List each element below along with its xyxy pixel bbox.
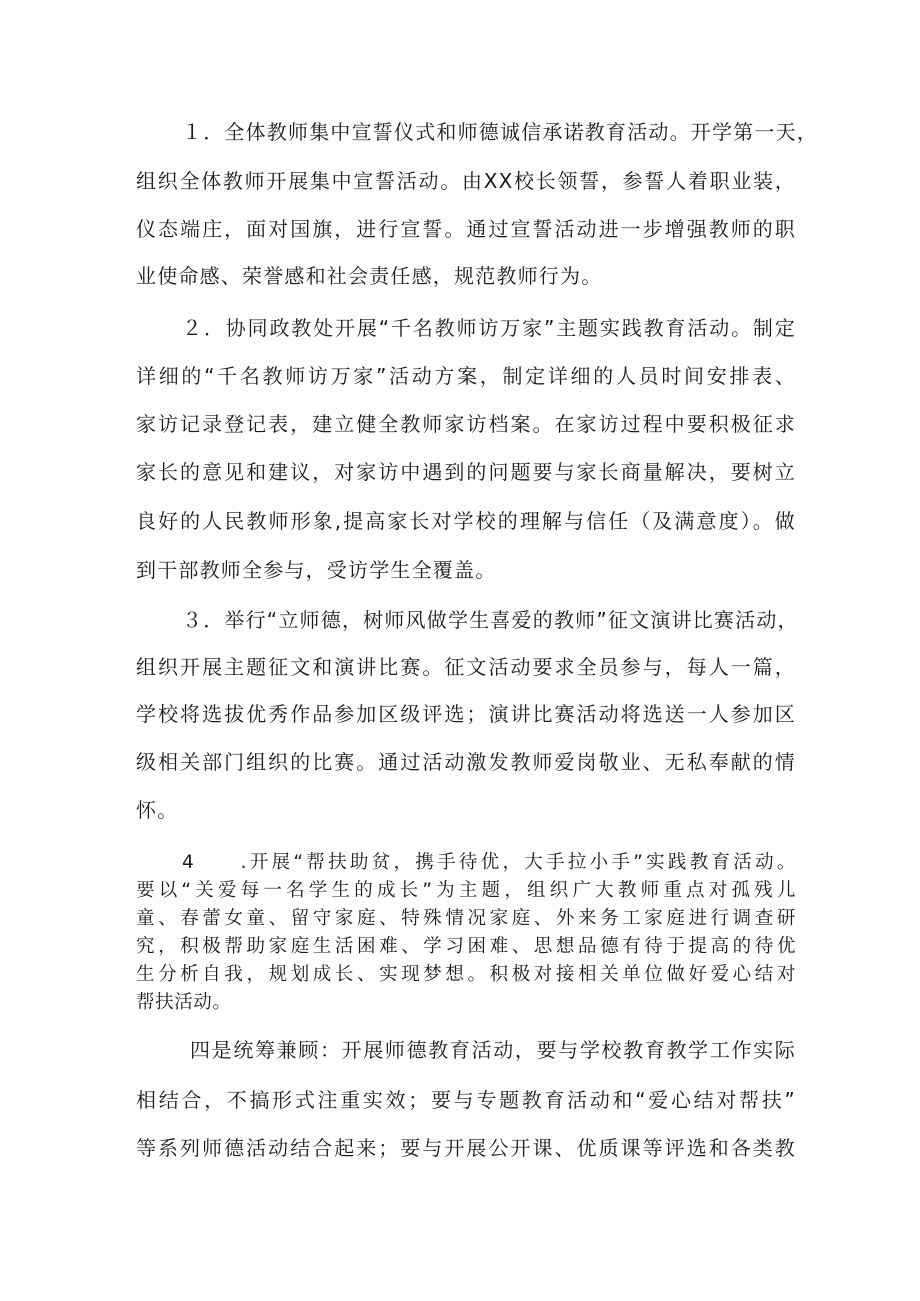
paragraph-4-line-6: 帮扶活动。	[136, 992, 232, 1013]
paragraph-1-line-1: １．全体教师集中宣誓仪式和师德诚信承诺教育活动。开学第一天，	[182, 120, 818, 144]
paragraph-4-line-5: 生分析自我，规划成长、实现梦想。积极对接相关单位做好爱心结对	[136, 964, 796, 985]
paragraph-5-line-3: 等系列师德活动结合起来；要与开展公开课、优质课等评选和各类教	[136, 1136, 796, 1160]
paragraph-1-line-3: 仪态端庄，面对国旗，进行宣誓。通过宣誓活动进一步增强教师的职	[136, 217, 796, 241]
paragraph-4-line-1: 4 .开展“帮扶助贫，携手待优，大手拉小手”实践教育活动。	[182, 852, 796, 873]
paragraph-2-line-4: 家长的意见和建议，对家访中遇到的问题要与家长商量解决，要树立	[136, 460, 796, 484]
paragraph-3-line-3: 学校将选拔优秀作品参加区级评选；演讲比赛活动将选送一人参加区	[136, 702, 796, 726]
paragraph-5-line-1: 四是统筹兼顾：开展师德教育活动，要与学校教育教学工作实际	[190, 1038, 796, 1062]
paragraph-1-line-4: 业使命感、荣誉感和社会责任感，规范教师行为。	[136, 264, 603, 288]
paragraph-4-line-2: 要以“关爱每一名学生的成长”为主题，组织广大教师重点对孤残儿	[136, 880, 796, 901]
paragraph-2-line-2: 详细的“千名教师访万家”活动方案，制定详细的人员时间安排表、	[136, 364, 796, 388]
paragraph-3-line-5: 怀。	[136, 798, 179, 822]
paragraph-2-line-5: 良好的人民教师形象,提高家长对学校的理解与信任（及满意度）。做	[136, 509, 796, 533]
paragraph-4-line-4: 究，积极帮助家庭生活困难、学习困难、思想品德有待于提高的待优	[136, 936, 796, 957]
paragraph-4-line-3: 童、春蕾女童、留守家庭、特殊情况家庭、外来务工家庭进行调查研	[136, 908, 796, 929]
paragraph-5-line-2: 相结合，不搞形式注重实效；要与专题教育活动和“爱心结对帮扶”	[136, 1088, 796, 1112]
paragraph-3-line-1: ３．举行“立师德，树师风做学生喜爱的教师”征文演讲比赛活动，	[182, 608, 799, 632]
paragraph-3-line-2: 组织开展主题征文和演讲比赛。征文活动要求全员参与，每人一篇，	[136, 655, 796, 679]
paragraph-2-line-1: ２．协同政教处开展“千名教师访万家”主题实践教育活动。制定	[182, 316, 796, 340]
paragraph-3-line-4: 级相关部门组织的比赛。通过活动激发教师爱岗敬业、无私奉献的情	[136, 750, 796, 774]
paragraph-2-line-3: 家访记录登记表，建立健全教师家访档案。在家访过程中要积极征求	[136, 412, 796, 436]
paragraph-1-line-2: 组织全体教师开展集中宣誓活动。由XX校长领誓，参誓人着职业装，	[136, 169, 796, 193]
paragraph-2-line-6: 到干部教师全参与，受访学生全覆盖。	[136, 558, 497, 582]
